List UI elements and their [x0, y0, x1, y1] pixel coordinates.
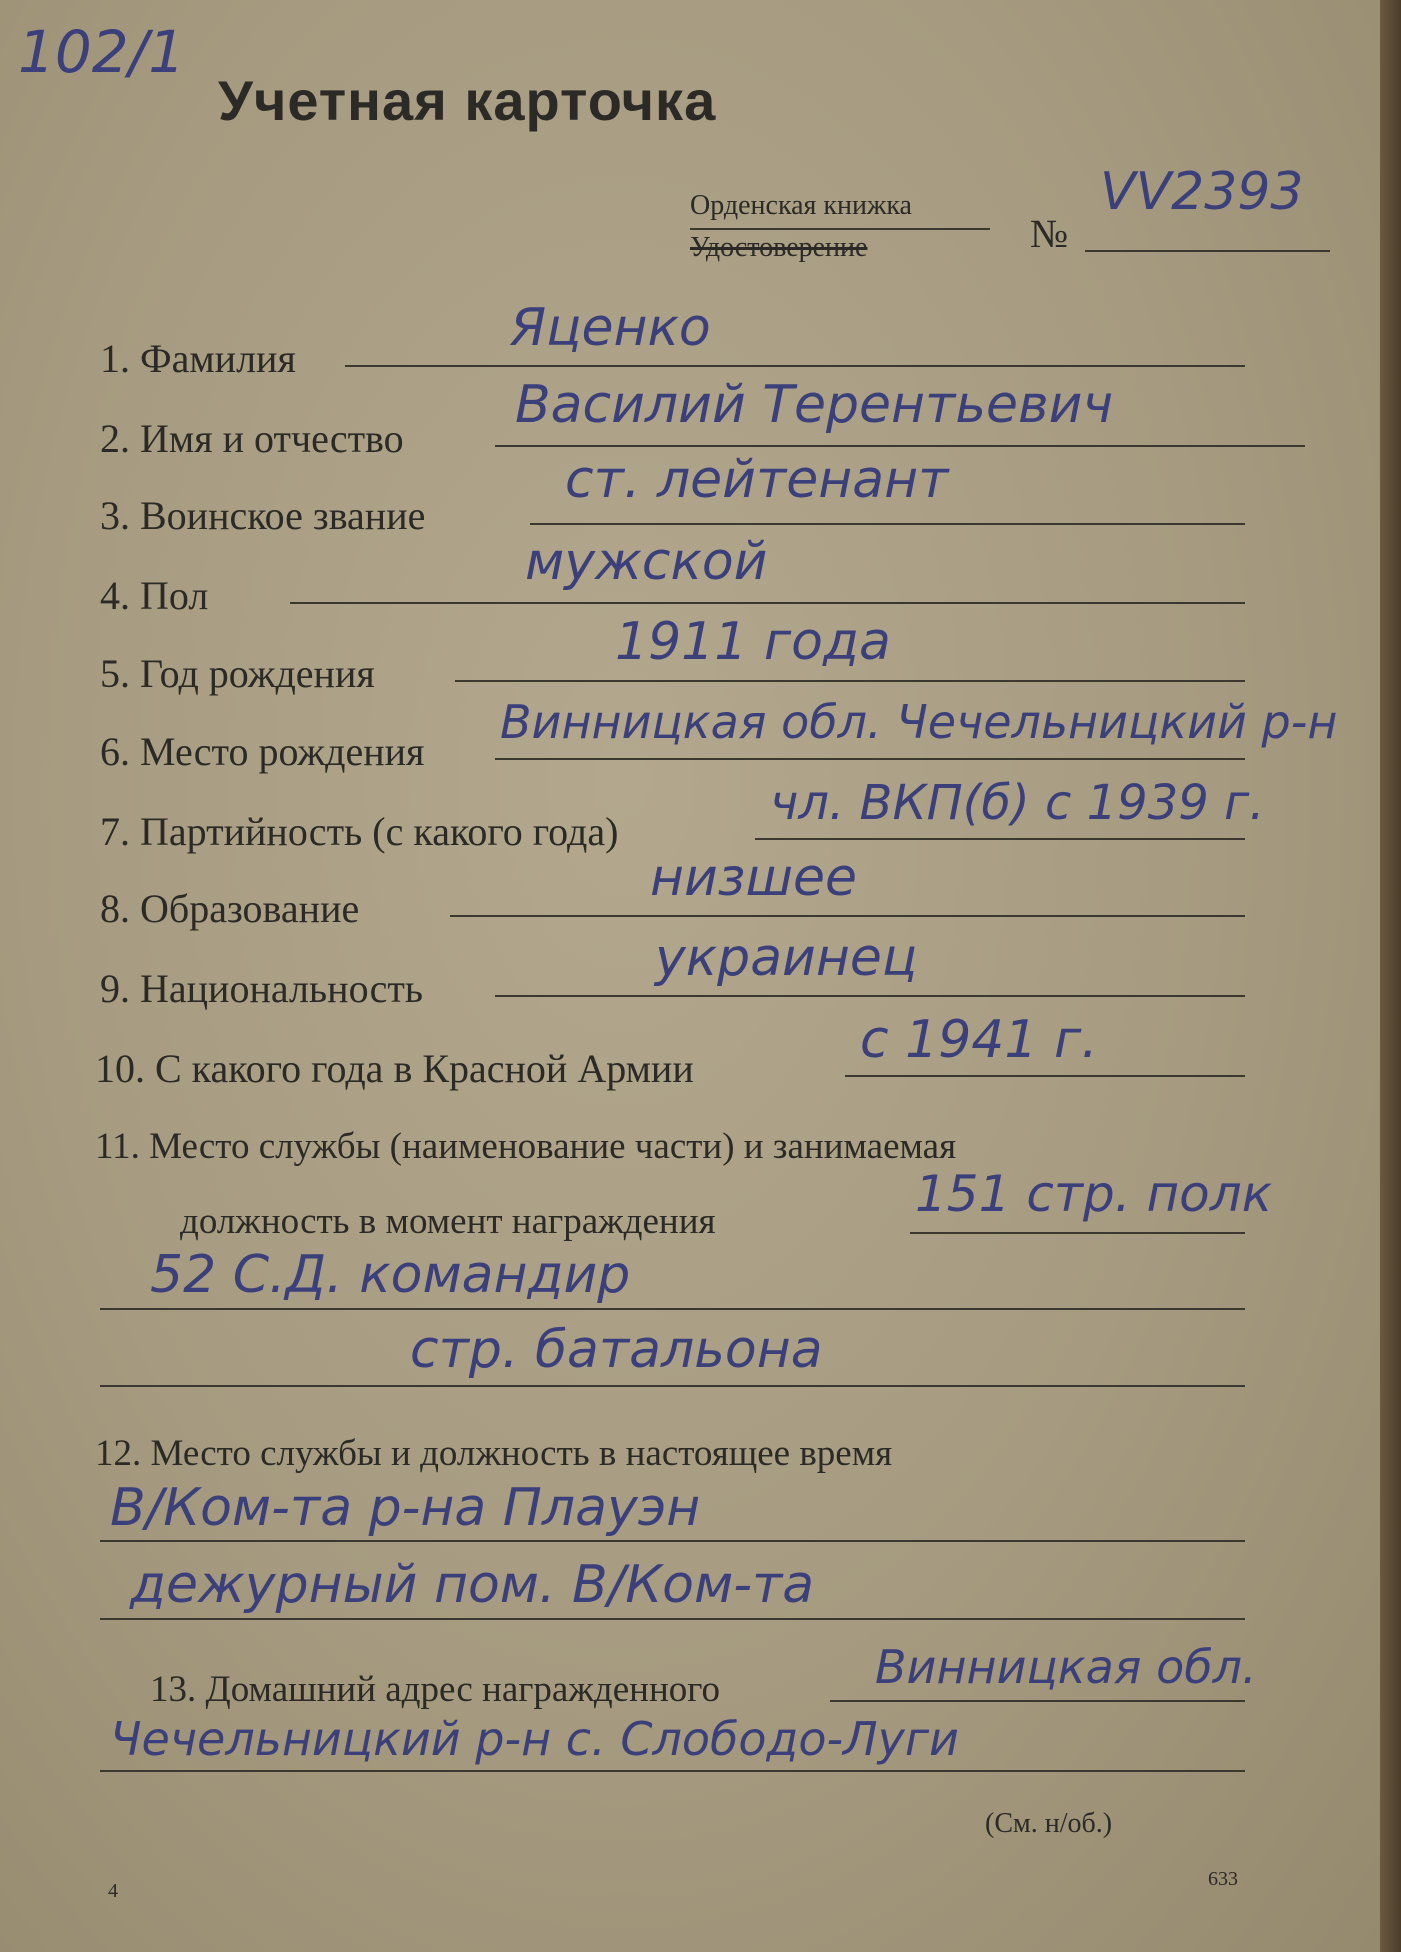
field-line-current-post-2: [100, 1618, 1245, 1620]
field-line-surname: [345, 365, 1245, 367]
field-line-service-place-1: [910, 1232, 1245, 1234]
field-value-current-post-1: В/Ком-та р-на Плауэн: [110, 1478, 701, 1538]
field-line-service-place-3: [100, 1385, 1245, 1387]
field-line-home-address-1: [830, 1700, 1245, 1702]
field-line-rank: [530, 523, 1245, 525]
field-value-service-place-1: 151 стр. полк: [915, 1165, 1272, 1223]
doc-type-primary: Орденская книжка: [690, 190, 912, 221]
field-label-service-place-l1: 11. Место службы (наименование части) и занимаемая: [95, 1126, 957, 1167]
field-label-home-address: 13. Домашний адрес награжденного: [150, 1669, 721, 1710]
field-value-service-place-2: 52 С.Д. командир: [150, 1245, 631, 1305]
field-label-education: 8. Образование: [100, 886, 360, 931]
background-edge: [1380, 0, 1401, 1952]
field-label-party: 7. Партийность (с какого года): [100, 809, 619, 854]
field-value-sex: мужской: [525, 532, 768, 592]
field-value-home-address-2: Чечельницкий р-н с. Слободо-Луги: [110, 1712, 959, 1766]
field-label-birth-year: 5. Год рождения: [100, 651, 375, 696]
field-value-name: Василий Терентьевич: [515, 375, 1114, 435]
field-label-service-place-l2: должность в момент награждения: [180, 1201, 716, 1242]
field-value-education: низшее: [650, 848, 858, 908]
field-label-nationality: 9. Национальность: [100, 966, 424, 1011]
field-label-sex: 4. Пол: [100, 573, 209, 618]
field-label-rank: 3. Воинское звание: [100, 493, 426, 538]
field-line-current-post-1: [100, 1540, 1245, 1542]
field-line-home-address-2: [100, 1770, 1245, 1772]
field-value-rank: ст. лейтенант: [565, 450, 949, 510]
field-value-service-place-3: стр. батальона: [410, 1320, 823, 1380]
field-value-birth-year: 1911 года: [615, 612, 891, 672]
field-label-army-since: 10. С какого года в Красной Армии: [95, 1046, 694, 1091]
card-title: Учетная карточка: [218, 69, 717, 132]
field-line-name: [495, 445, 1305, 447]
field-line-nationality: [495, 995, 1245, 997]
footer-right-number: 633: [1208, 1868, 1238, 1890]
field-line-birthplace: [495, 758, 1245, 760]
number-underline: [1085, 250, 1330, 252]
field-value-birthplace: Винницкая обл. Чечельницкий р-н: [500, 695, 1338, 749]
doc-type-separator: [690, 228, 990, 230]
field-line-party: [755, 838, 1245, 840]
field-line-education: [450, 915, 1245, 917]
field-label-name: 2. Имя и отчество: [100, 416, 404, 461]
number-label: №: [1030, 211, 1069, 256]
field-value-nationality: украинец: [655, 928, 918, 988]
field-value-current-post-2: дежурный пом. В/Ком-та: [130, 1555, 815, 1615]
field-value-home-address-1: Винницкая обл.: [875, 1640, 1257, 1694]
field-label-current-post: 12. Место службы и должность в настоящее время: [95, 1433, 893, 1474]
number-value: VV2393: [1100, 162, 1304, 222]
field-line-service-place-2: [100, 1308, 1245, 1310]
field-value-surname: Яценко: [510, 298, 711, 358]
field-value-army-since: с 1941 г.: [860, 1010, 1098, 1070]
field-label-surname: 1. Фамилия: [100, 336, 296, 381]
field-label-birthplace: 6. Место рождения: [100, 729, 425, 774]
field-line-sex: [290, 602, 1245, 604]
footer-left-number: 4: [108, 1880, 118, 1902]
field-line-birth-year: [455, 680, 1245, 682]
footer-note: (См. н/об.): [985, 1808, 1113, 1839]
doc-type-struck: Удостоверение: [690, 232, 868, 263]
field-line-army-since: [845, 1075, 1245, 1077]
archive-mark: 102/1: [18, 18, 186, 86]
field-value-party: чл. ВКП(б) с 1939 г.: [770, 775, 1265, 831]
